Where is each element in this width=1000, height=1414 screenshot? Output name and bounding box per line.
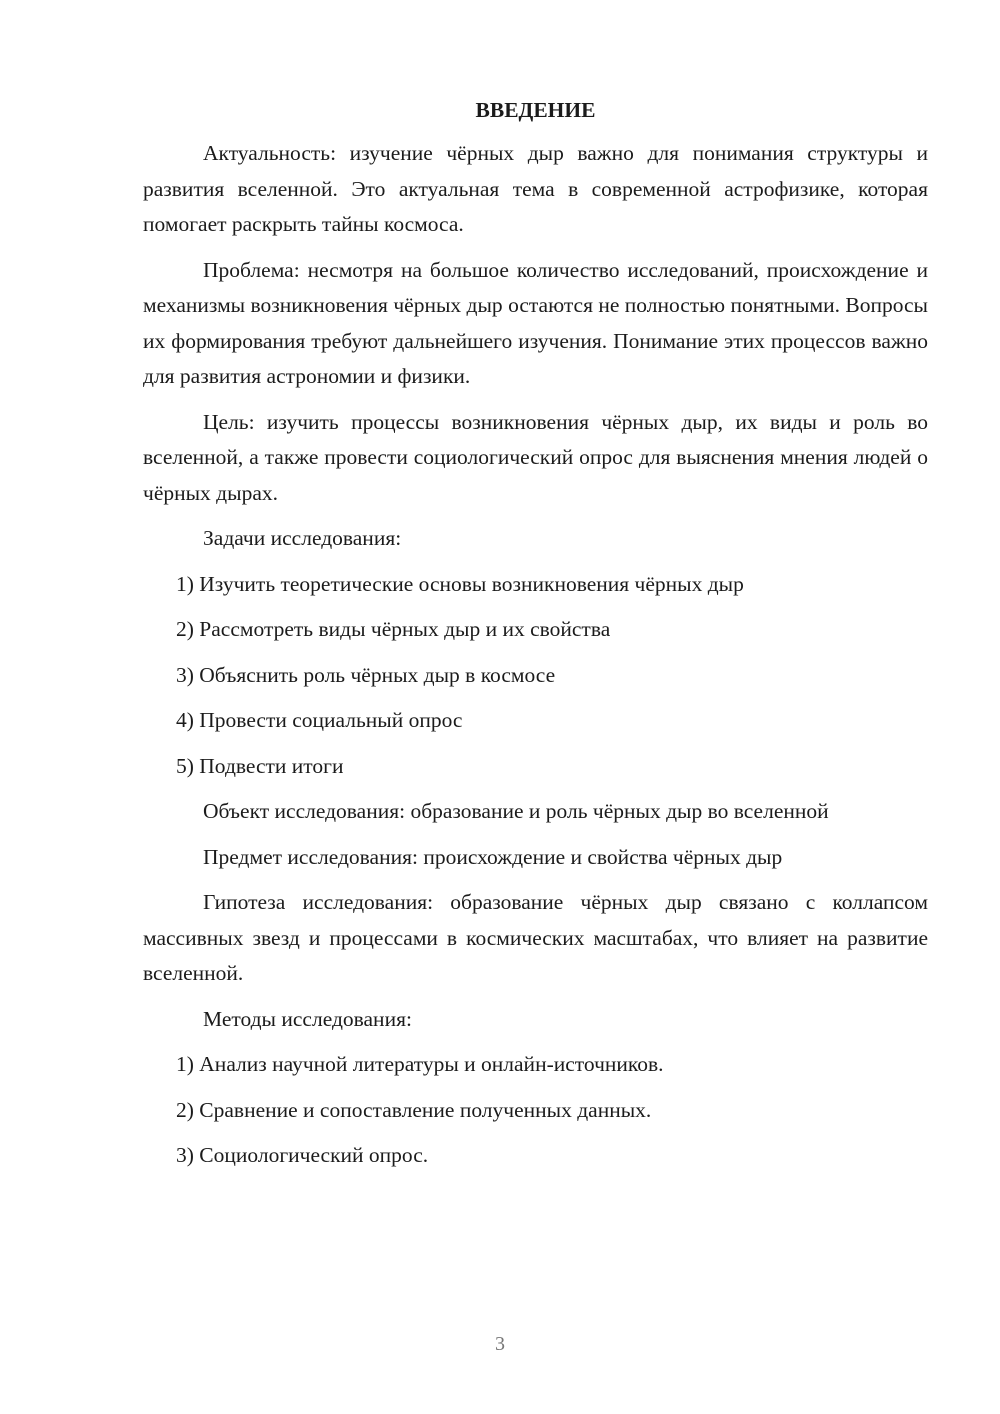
object-paragraph: Объект исследования: образование и роль чёрных дыр во вселенной bbox=[203, 799, 829, 823]
task-item: 2) Рассмотреть виды чёрных дыр и их свойства bbox=[176, 617, 611, 641]
method-item: 3) Социологический опрос. bbox=[176, 1143, 429, 1167]
task-item: 4) Провести социальный опрос bbox=[176, 708, 463, 732]
methods-list bbox=[143, 1047, 928, 1174]
task-item: 3) Объяснить роль чёрных дыр в космосе bbox=[176, 662, 556, 687]
methods-heading: Методы исследования: bbox=[203, 1006, 412, 1031]
page-number: 3 bbox=[495, 1333, 505, 1355]
problem-paragraph: Проблема: несмотря на большое количество исследований, происхождение и механизмы возникновения чёрных дыр остаются не полностью понятными. Вопросы их формирования требуют дальнейшего изучения. Понимание этих процессов важно для развития астрономии и физики. bbox=[143, 257, 928, 388]
page-title: ВВЕДЕНИЕ bbox=[475, 98, 596, 122]
hypothesis-paragraph: Гипотеза исследования: образование чёрных дыр связано с коллапсом массивных звезд и процессами в космических масштабах, что влияет на развитие вселенной. bbox=[143, 890, 928, 985]
subject-paragraph: Предмет исследования: происхождение и свойства чёрных дыр bbox=[203, 844, 783, 869]
tasks-heading: Задачи исследования: bbox=[203, 526, 402, 550]
tasks-list bbox=[143, 567, 928, 785]
document-page bbox=[143, 92, 928, 1184]
relevance-paragraph: Актуальность: изучение чёрных дыр важно для понимания структуры и развития вселенной. Это актуальная тема в современной астрофизике, которая помогает раскрыть тайны космоса. bbox=[143, 141, 928, 236]
task-item: 1) Изучить теоретические основы возникновения чёрных дыр bbox=[176, 571, 744, 596]
method-item: 2) Сравнение и сопоставление полученных данных. bbox=[176, 1097, 652, 1122]
method-item: 1) Анализ научной литературы и онлайн-источников. bbox=[176, 1052, 664, 1076]
goal-paragraph: Цель: изучить процессы возникновения чёрных дыр, их виды и роль во вселенной, а также провести социологический опрос для выяснения мнения людей о чёрных дырах. bbox=[143, 409, 928, 505]
task-item: 5) Подвести итоги bbox=[176, 753, 344, 778]
